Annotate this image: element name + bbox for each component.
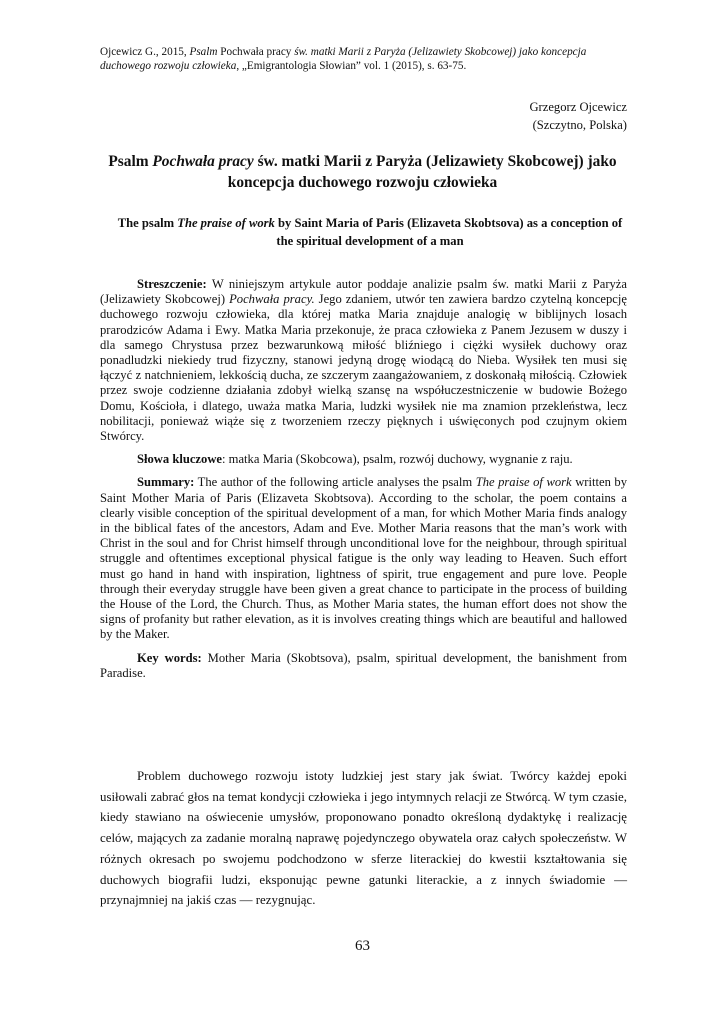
title-pl-part1: Psalm: [108, 153, 153, 170]
summary-label: Summary:: [137, 475, 195, 490]
summary-text2: written by Saint Mother Maria of Paris (Elizaveta Skobtsova). According to the scholar, the poem contains a clearly visible conception of the spiritual development of a man, for which Mother Maria finds analogy in the biblical fates of the ancestors, Adam and Eve. Mother Maria reasons that the man’s work with Christ in the soul and for Christ himself through unconditional love for the neighbour, through spiritual struggle and oftentimes exceptional physical fatigue is the only way leading to Heaven. Such effort must go hand in hand with inspiration, lightness of spirit, true engagement and pure love. People through their everyday struggle have been given a great chance to participate in the process of building the House of the Lord, the Church. Thus, as Mother Maria states, the human effort does not show the signs of profanity but rather elevation, as it is involves creating things which are beautiful and hallowed by the Maker.: [100, 475, 627, 642]
key-words-paragraph: [100, 651, 627, 681]
citation-title-roman: Pochwała pracy: [217, 46, 295, 58]
author-affiliation: (Szczytno, Polska): [532, 117, 627, 132]
key-words-text: Mother Maria (Skobtsova), psalm, spiritual development, the banishment from Paradise.: [100, 650, 627, 680]
body-section: [100, 766, 627, 911]
abstract-section: [100, 277, 627, 689]
citation-author-year: Ojcewicz G., 2015,: [100, 46, 190, 58]
key-words-label: Key words:: [137, 650, 202, 665]
title-polish: [96, 151, 629, 193]
title-pl-part2: św. matki Marii z Paryża (Jelizawiety Skobcowej) jako koncepcja duchowego rozwoju człowieka: [227, 153, 617, 191]
summary-paragraph: [100, 475, 627, 642]
title-pl-italic: Pochwała pracy: [152, 153, 254, 170]
citation-source: , „Emigrantologia Słowian” vol. 1 (2015), s. 63-75.: [236, 59, 467, 72]
streszczenie-paragraph: [100, 277, 627, 444]
body-paragraph: Problem duchowego rozwoju istoty ludzkiej jest stary jak świat. Twórcy każdej epoki usiłowali zabrać głos na temat kondycji człowieka i jego intymnych relacji ze Stwórcą. W tym czasie, kiedy stawiano na oświecenie umysłów, proponowano ponadto określoną dydaktykę i realizację celów, mających za zadanie moralną naprawę pojedynczego obywatela oraz całych społeczeństw. W różnych okresach po swojemu podchodzono w sferze literackiej do kwestii kształtowania się duchowych biografii ludzi, eksponując pewne gatunki literackie, a z innych świadomie — przynajmniej na jakiś czas — rezygnując.: [100, 769, 627, 908]
citation-title-italic: św. matki Marii z Paryża (Jelizawiety Skobcowej) jako koncepcja duchowego rozwoju człowieka: [100, 46, 587, 72]
author-block: [529, 99, 627, 134]
streszczenie-text1: W niniejszym artykule autor poddaje analizie psalm św. matki Marii z Paryża (Jelizawiety Skobcowej): [100, 277, 627, 307]
slowa-kluczowe-paragraph: [100, 452, 627, 467]
summary-italic: The praise of work: [475, 475, 572, 490]
citation-header: [100, 46, 630, 73]
title-en-italic: The praise of work: [177, 216, 275, 230]
streszczenie-label: Streszczenie:: [137, 277, 207, 291]
slowa-kluczowe-label: Słowa kluczowe: [137, 452, 223, 467]
slowa-kluczowe-text: : matka Maria (Skobcowa), psalm, rozwój duchowy, wygnanie z raju.: [222, 452, 573, 467]
author-name: Grzegorz Ojcewicz: [529, 100, 627, 114]
title-en-part1: The psalm: [117, 216, 178, 230]
title-en-part2: by Saint Maria of Paris (Elizaveta Skobtsova) as a conception of the spiritual development of a man: [274, 216, 623, 248]
title-english: [110, 215, 630, 250]
page-number: 63: [355, 938, 370, 954]
streszczenie-italic: Pochwała pracy.: [229, 292, 315, 307]
streszczenie-text2: Jego zdaniem, utwór ten zawiera bardzo czytelną koncepcję duchowego rozwoju człowieka, dla której matka Maria znajduje analogię w biblijnych losach prarodziców Adama i Ewy. Matka Maria przekonuje, że praca człowieka z Panem Jezusem w duszy i dla samego Chrystusa przez bezwarunkową miłość bliźniego i ciężki wysiłek duchowy oraz ponadludzki niekiedy trud fizyczny, stanowi jedyną drogę wiodącą do Nieba. Wysiłek ten musi się łączyć z natchnieniem, lekkością ducha, ze szczerym zaangażowaniem, z doskonałą miłością. Człowiek przez swoje codzienne działania zdobył wielką szansę na współuczestniczenie w budowie Bożego Domu, Kościoła, i dlatego, uważa matka Maria, ludzki wysiłek nie ma znamion przekleństwa, lecz nobilitacji, ponieważ wiąże się z tworzeniem rzeczy pięknych i uświęconych pod czujnym okiem Stwórcy.: [100, 292, 627, 444]
summary-text1: The author of the following article analyses the psalm: [194, 475, 476, 490]
citation-psalm-word: Psalm: [189, 46, 218, 58]
